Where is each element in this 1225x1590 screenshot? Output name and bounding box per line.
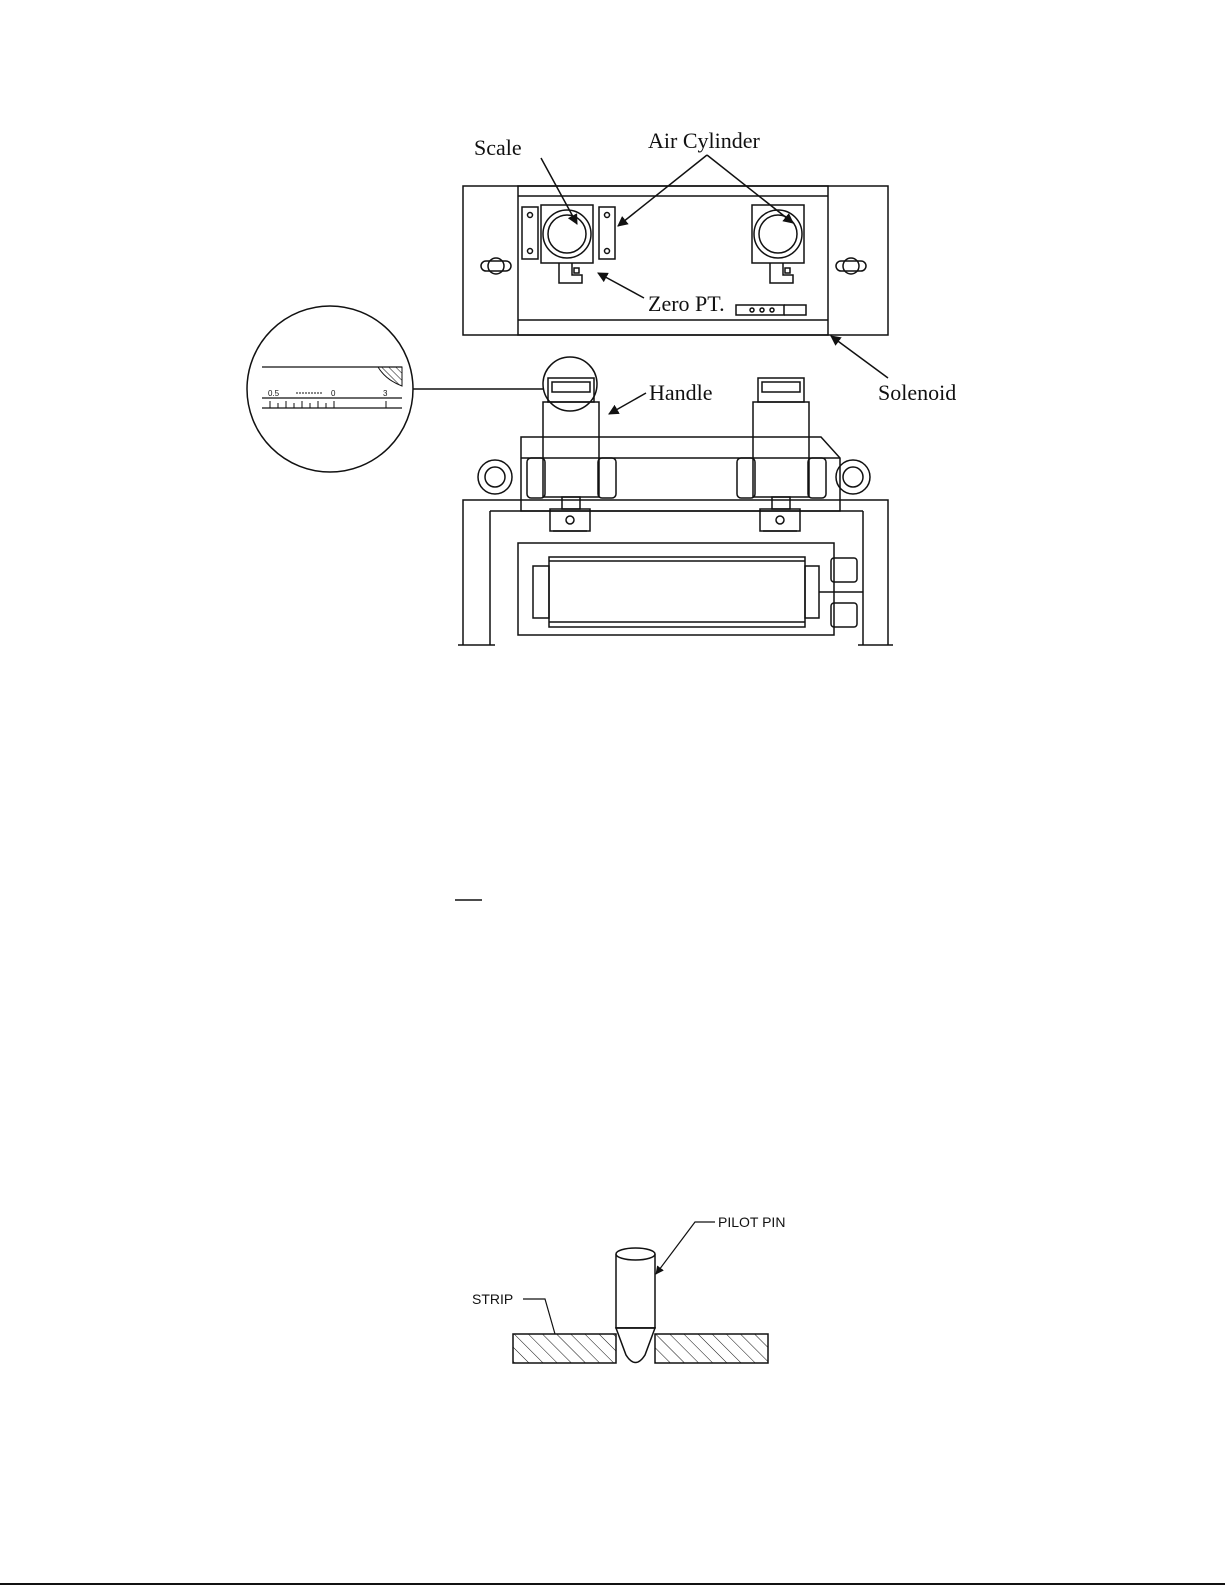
right-handle-cylinder (737, 378, 826, 531)
scale-detail-inset (247, 306, 543, 472)
strip-leader (523, 1299, 555, 1334)
solenoid-leader (831, 336, 888, 378)
left-knob-icon (481, 258, 511, 274)
horizontal-air-cylinder (518, 543, 863, 635)
inset-tick-label-left: 0.5 (268, 389, 280, 398)
air-cylinder-leader-left (618, 155, 707, 226)
left-lifting-eye-icon (478, 460, 512, 494)
handle-leader (609, 393, 646, 414)
figure2-pilot-pin (472, 1214, 785, 1363)
left-handle-cylinder (527, 378, 616, 531)
inset-tick-label-mid: 0 (331, 389, 336, 398)
strip-label: STRIP (472, 1291, 514, 1307)
air-cylinder-label: Air Cylinder (648, 128, 760, 153)
air-cylinder-leader-right (707, 155, 793, 223)
pilot-pin-shape (616, 1248, 655, 1363)
solenoid-label: Solenoid (878, 380, 957, 405)
handle-label: Handle (649, 380, 713, 405)
left-air-cylinder-top (522, 205, 615, 283)
frame-outline (463, 500, 888, 645)
right-air-cylinder-top (752, 205, 804, 283)
pilot-pin-label: PILOT PIN (718, 1214, 786, 1230)
right-lifting-eye-icon (836, 460, 870, 494)
detail-callout-circle (543, 357, 597, 411)
strip-right (655, 1334, 768, 1363)
strip-left (513, 1334, 616, 1363)
scale-leader (541, 158, 577, 224)
pilot-pin-leader (656, 1222, 715, 1274)
inset-hatched-corner (378, 367, 402, 386)
inset-tick-label-right: 3 (383, 389, 388, 398)
inset-ticks (270, 401, 386, 408)
right-knob-icon (836, 258, 866, 274)
zero-pt-label: Zero PT. (648, 291, 725, 316)
zero-point-slot (736, 305, 806, 315)
zero-pt-leader (598, 273, 644, 298)
scale-label: Scale (474, 135, 522, 160)
